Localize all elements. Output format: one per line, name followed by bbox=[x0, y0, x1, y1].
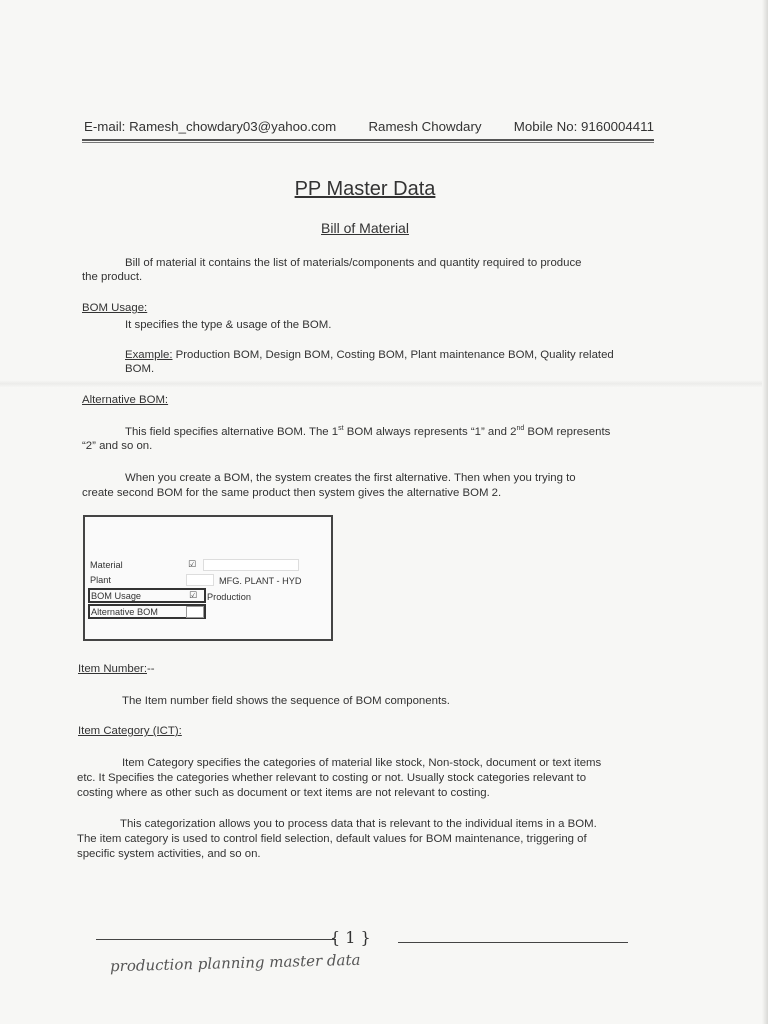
header-mobile: Mobile No: 9160004411 bbox=[513, 119, 654, 134]
header-rule bbox=[82, 139, 654, 141]
sap-screen-image bbox=[83, 515, 333, 641]
bom-usage-label: BOM Usage bbox=[91, 591, 142, 601]
plant-label: Plant bbox=[90, 575, 111, 585]
example-text: Production BOM, Design BOM, Costing BOM, Plant maintenance BOM, Quality related bbox=[172, 349, 614, 361]
item-category-p1-line-1: Item Category specifies the categories of material like stock, Non-stock, document or text items bbox=[122, 757, 602, 769]
item-category-p2-line-3: specific system activities, and so on. bbox=[77, 848, 261, 860]
page-title: PP Master Data bbox=[294, 178, 436, 200]
alternative-bom-p1-line-1 bbox=[125, 425, 610, 440]
alt-text-c: BOM represents bbox=[524, 426, 611, 438]
alt-text-b: BOM always represents “1” and 2 bbox=[343, 426, 517, 438]
bom-usage-example-line-2: BOM. bbox=[125, 363, 155, 375]
example-label: Example: bbox=[125, 349, 173, 361]
alternative-bom-heading: Alternative BOM: bbox=[82, 394, 169, 406]
alternative-bom-p1-line-2: “2” and so on. bbox=[82, 440, 153, 452]
item-number-heading-suffix: -- bbox=[147, 663, 155, 675]
intro-line-1: Bill of material it contains the list of materials/components and quantity required to produce bbox=[125, 257, 582, 269]
alt-text-a: This field specifies alternative BOM. The 1 bbox=[125, 426, 339, 438]
bom-usage-required-icon: ☑ bbox=[189, 590, 198, 600]
scan-fold-shadow bbox=[0, 380, 768, 388]
bom-usage-value: Production bbox=[207, 592, 251, 602]
item-number-text: The Item number field shows the sequence of BOM components. bbox=[122, 695, 450, 707]
page-number: { 1 } bbox=[330, 928, 371, 947]
item-category-p1-line-3: costing where as other such as document or text items are not relevant to costing. bbox=[77, 787, 490, 799]
document-header bbox=[84, 119, 654, 134]
bom-usage-text: It specifies the type & usage of the BOM. bbox=[125, 319, 332, 331]
header-email: E-mail: Ramesh_chowdary03@yahoo.com bbox=[84, 119, 337, 134]
footer-rule-right bbox=[398, 942, 628, 943]
alternative-bom-label: Alternative BOM bbox=[91, 607, 158, 617]
material-required-icon: ☑ bbox=[188, 559, 197, 569]
intro-line-2: the product. bbox=[82, 271, 143, 283]
alt-sup-1: st bbox=[338, 425, 344, 432]
plant-field bbox=[186, 574, 214, 586]
item-category-heading: Item Category (ICT): bbox=[78, 725, 182, 737]
alternative-bom-p2-line-1: When you create a BOM, the system creates the first alternative. Then when you trying to bbox=[125, 472, 576, 484]
header-rule-thin bbox=[82, 142, 654, 143]
alternative-bom-p2-line-2: create second BOM for the same product then system gives the alternative BOM 2. bbox=[82, 487, 502, 499]
plant-value: MFG. PLANT - HYD bbox=[219, 576, 302, 586]
item-number-heading-text: Item Number: bbox=[78, 663, 147, 675]
page-subtitle: Bill of Material bbox=[321, 220, 409, 236]
material-label: Material bbox=[90, 560, 123, 570]
item-category-p2-line-1: This categorization allows you to process data that is relevant to the individual items in a BOM. bbox=[120, 818, 597, 830]
alternative-bom-field bbox=[186, 606, 204, 618]
material-field bbox=[203, 559, 299, 571]
header-name: Ramesh Chowdary bbox=[368, 119, 482, 134]
scan-edge-shadow bbox=[762, 0, 768, 1024]
bom-usage-example bbox=[125, 348, 614, 363]
bom-usage-heading: BOM Usage: bbox=[82, 302, 148, 314]
alt-sup-2: nd bbox=[516, 425, 525, 432]
item-category-p1-line-2: etc. It Specifies the categories whether relevant to costing or not. Usually stock categories relevant to bbox=[77, 772, 587, 784]
handwritten-note: production planning master data bbox=[109, 950, 361, 976]
item-number-heading bbox=[78, 662, 155, 677]
footer-rule-left bbox=[96, 939, 336, 940]
item-category-p2-line-2: The item category is used to control field selection, default values for BOM maintenance, triggering of bbox=[77, 833, 587, 845]
